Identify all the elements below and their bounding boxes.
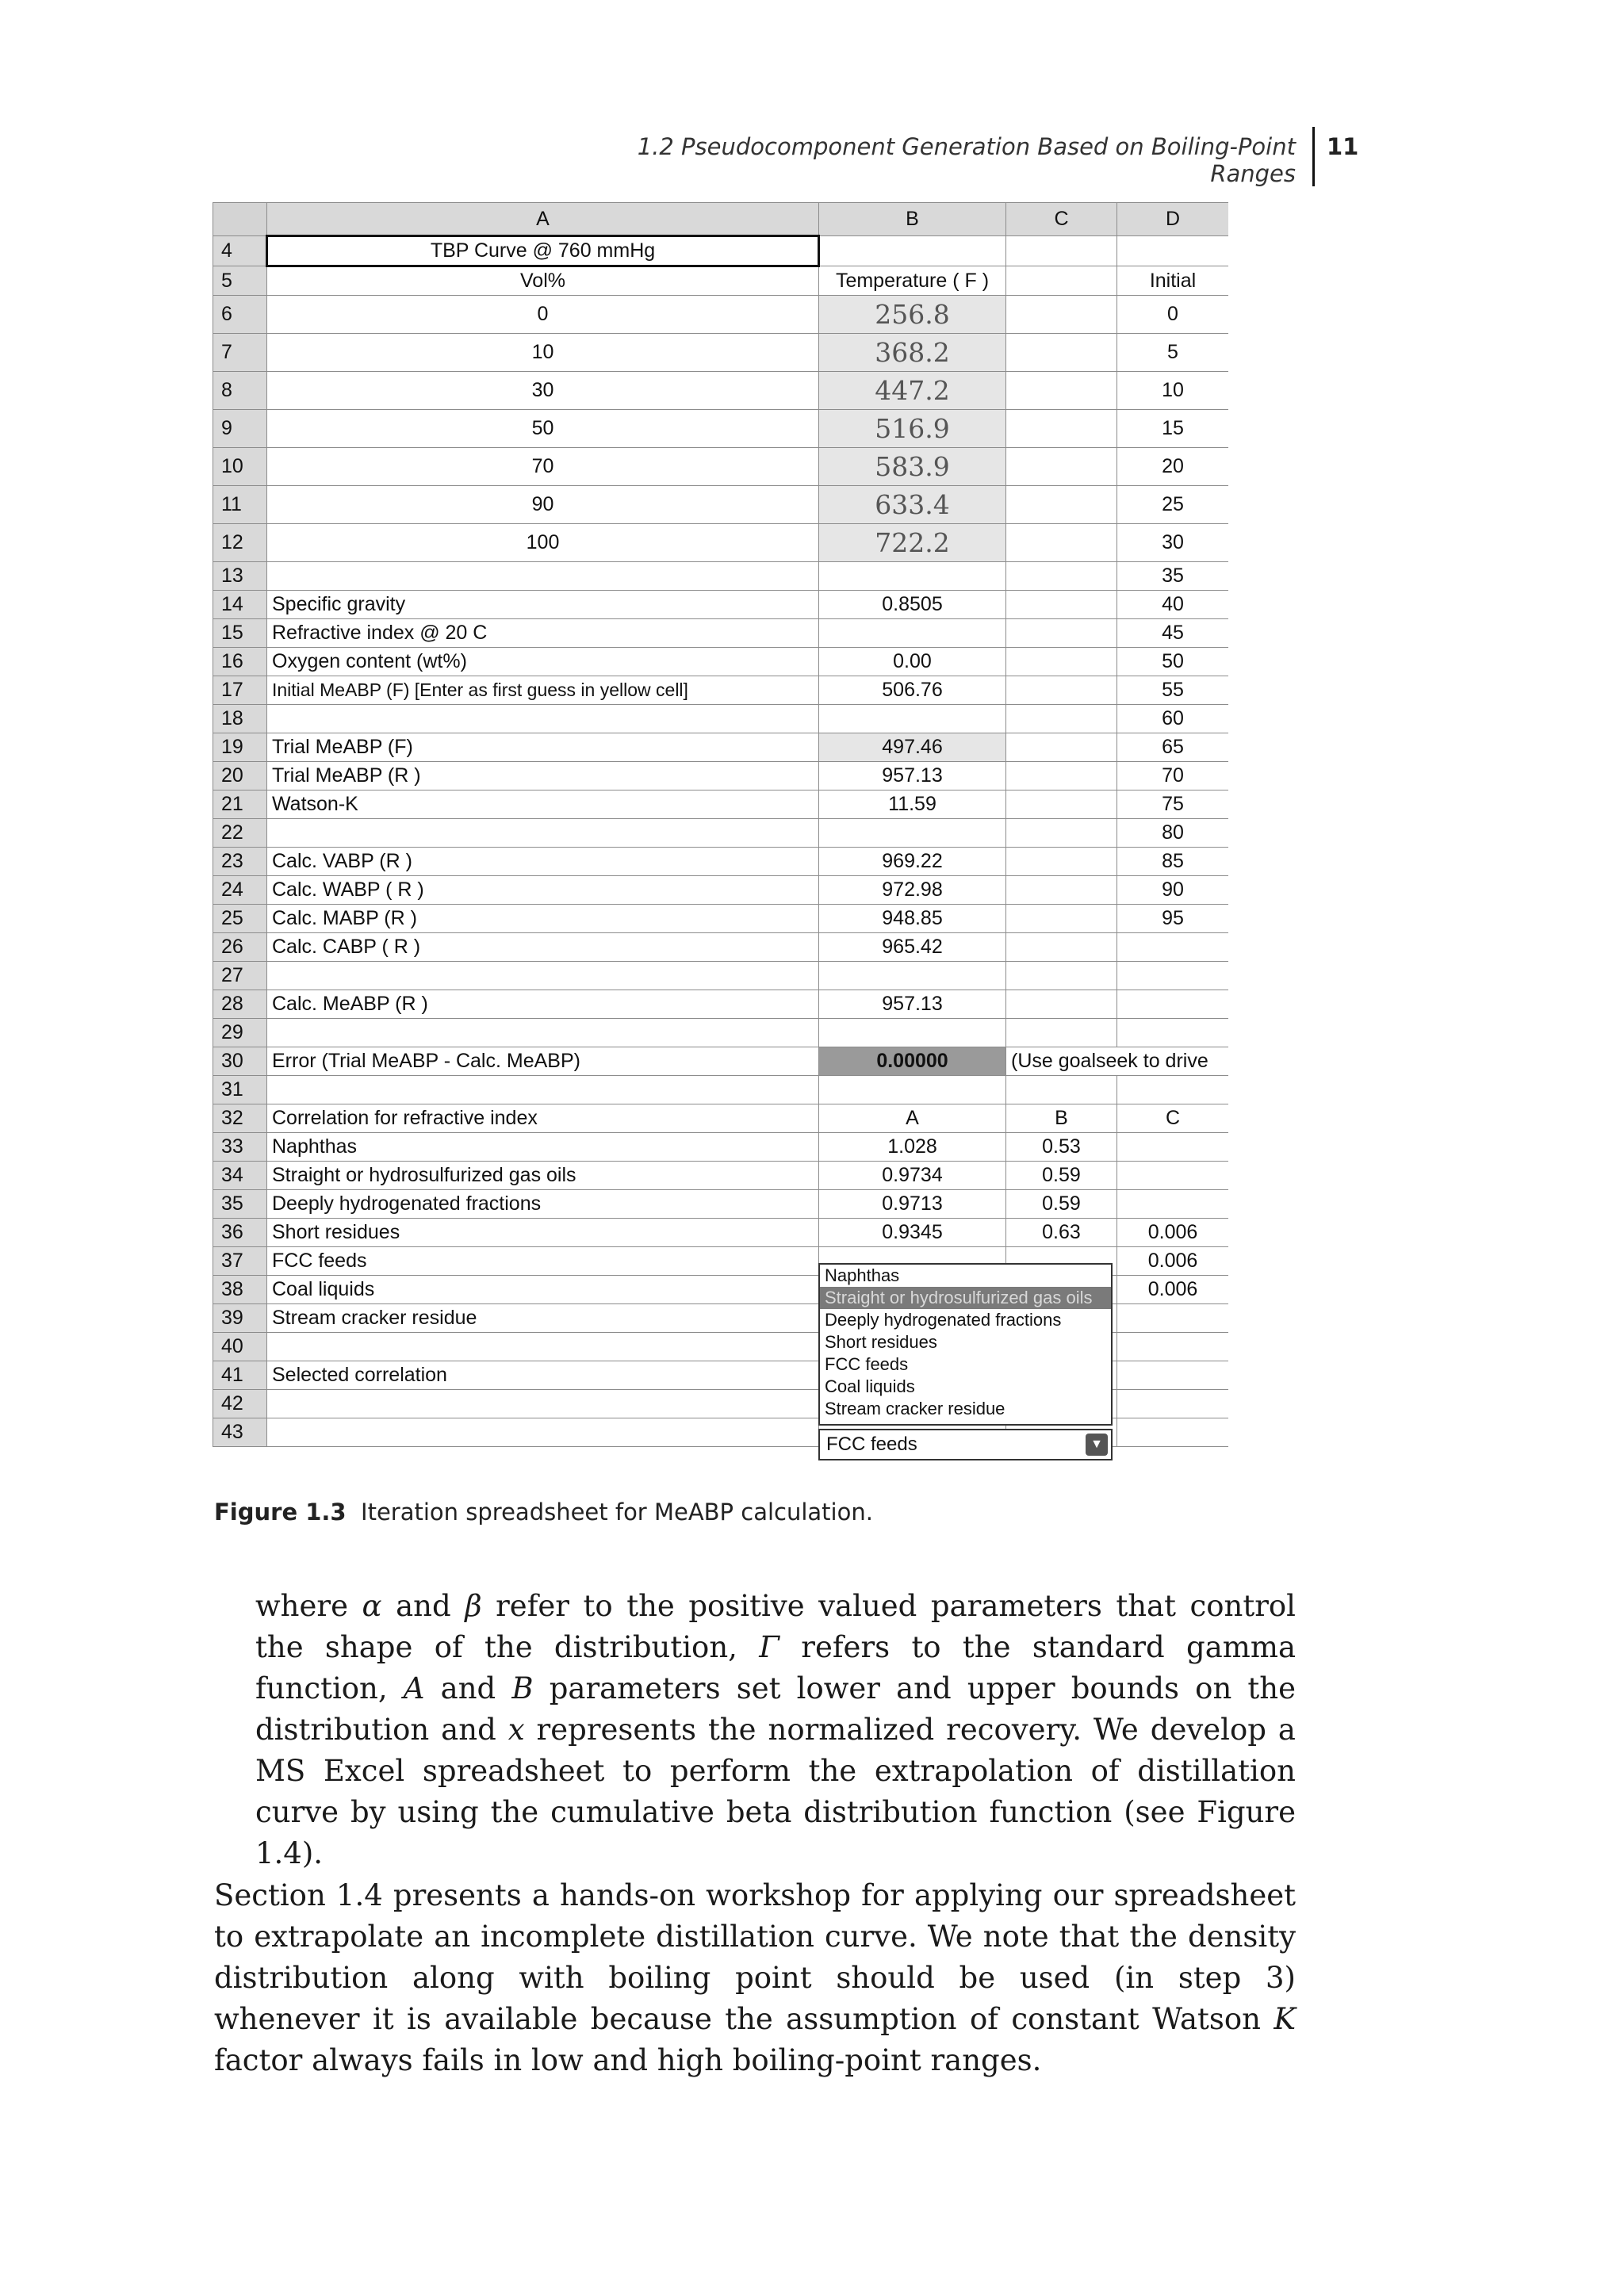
row-number[interactable]: 24	[213, 876, 267, 905]
cell[interactable]	[1006, 990, 1117, 1019]
cell[interactable]: 0.59	[1006, 1162, 1117, 1190]
math-symbol: A	[403, 1671, 425, 1705]
text-run: and	[381, 1589, 465, 1623]
cell[interactable]	[1117, 1162, 1229, 1190]
cell-temperature[interactable]: 722.2	[819, 524, 1006, 562]
cell[interactable]: 30	[1117, 524, 1229, 562]
cell-error-value[interactable]: 0.00000	[819, 1047, 1006, 1076]
math-symbol: β	[465, 1589, 482, 1623]
cell[interactable]: Short residues	[267, 1219, 819, 1247]
column-header-d[interactable]: D	[1117, 203, 1229, 236]
row-number[interactable]: 43	[213, 1418, 267, 1447]
text-run: where	[255, 1589, 362, 1623]
dropdown-option-stream-cracker[interactable]: Stream cracker residue	[825, 1399, 1005, 1418]
cell[interactable]	[1117, 236, 1229, 266]
cell[interactable]	[1006, 334, 1117, 372]
cell[interactable]	[1117, 1390, 1229, 1418]
cell[interactable]	[1006, 1019, 1117, 1047]
cell[interactable]: 0	[1117, 296, 1229, 334]
cell[interactable]: Watson-K	[267, 790, 819, 819]
text-run: refers to the standard gamma function,	[255, 1630, 1297, 1705]
row-number[interactable]: 37	[213, 1247, 267, 1276]
row-number[interactable]: 23	[213, 848, 267, 876]
figure-caption	[214, 1499, 873, 1525]
row-number[interactable]: 5	[213, 266, 267, 296]
cell[interactable]	[1006, 236, 1117, 266]
text-run: and	[424, 1671, 512, 1705]
row-number[interactable]: 19	[213, 733, 267, 762]
table-row	[213, 819, 1229, 848]
cell[interactable]: 11.59	[819, 790, 1006, 819]
cell[interactable]: 0	[267, 296, 819, 334]
table-row	[213, 334, 1229, 372]
row-number[interactable]: 14	[213, 591, 267, 619]
cell[interactable]	[1006, 372, 1117, 410]
cell[interactable]: Correlation for refractive index	[267, 1104, 819, 1133]
cell[interactable]: 50	[1117, 648, 1229, 676]
cell[interactable]	[1006, 296, 1117, 334]
cell[interactable]: 957.13	[819, 990, 1006, 1019]
row-number[interactable]: 39	[213, 1304, 267, 1333]
cell[interactable]	[819, 1019, 1006, 1047]
cell-temperature[interactable]: 447.2	[819, 372, 1006, 410]
table-row	[213, 266, 1229, 296]
cell[interactable]	[1117, 933, 1229, 962]
dropdown-option-gas-oils[interactable]: Straight or hydrosulfurized gas oils	[820, 1287, 1111, 1309]
cell[interactable]	[267, 1390, 819, 1418]
row-number[interactable]: 9	[213, 410, 267, 448]
cell[interactable]: Calc. CABP ( R )	[267, 933, 819, 962]
cell[interactable]: 969.22	[819, 848, 1006, 876]
dropdown-option-coal-liquids[interactable]: Coal liquids	[825, 1376, 915, 1396]
table-row	[213, 448, 1229, 486]
cell[interactable]: 0.9345	[819, 1219, 1006, 1247]
table-row	[213, 1190, 1229, 1219]
cell[interactable]: 1.028	[819, 1133, 1006, 1162]
row-number[interactable]: 25	[213, 905, 267, 933]
cell[interactable]	[819, 1076, 1006, 1104]
cell[interactable]: 972.98	[819, 876, 1006, 905]
cell[interactable]: Calc. VABP (R )	[267, 848, 819, 876]
cell[interactable]: 50	[267, 410, 819, 448]
cell[interactable]: 10	[1117, 372, 1229, 410]
cell[interactable]: FCC feeds	[267, 1247, 819, 1276]
table-row	[213, 676, 1229, 705]
table-row	[213, 1104, 1229, 1133]
row-number[interactable]: 35	[213, 1190, 267, 1219]
row-number[interactable]: 41	[213, 1361, 267, 1390]
cell[interactable]	[819, 619, 1006, 648]
cell[interactable]: 30	[267, 372, 819, 410]
cell[interactable]	[1006, 962, 1117, 990]
table-row	[213, 733, 1229, 762]
cell[interactable]: Oxygen content (wt%)	[267, 648, 819, 676]
correlation-dropdown-list	[818, 1263, 1113, 1426]
row-number[interactable]: 29	[213, 1019, 267, 1047]
cell[interactable]: Temperature ( F )	[819, 266, 1006, 296]
row-number[interactable]: 11	[213, 486, 267, 524]
cell[interactable]: 45	[1117, 619, 1229, 648]
math-symbol: K	[1274, 2002, 1296, 2036]
row-number[interactable]: 36	[213, 1219, 267, 1247]
row-number[interactable]: 20	[213, 762, 267, 790]
cell-temperature[interactable]: 633.4	[819, 486, 1006, 524]
text-run: represents the normalized recovery. We develop a MS Excel spreadsheet to perform the extrapolation of distillation curve by using the cumulative beta distribution function (see Figure 1.4).	[255, 1713, 1296, 1870]
cell[interactable]	[1006, 876, 1117, 905]
table-row	[213, 236, 1229, 266]
cell[interactable]	[1006, 1076, 1117, 1104]
running-title: 1.2 Pseudocomponent Generation Based on Boiling-Point Ranges	[637, 133, 1296, 187]
cell[interactable]: Vol%	[267, 266, 819, 296]
table-row	[213, 562, 1229, 591]
cell[interactable]	[267, 962, 819, 990]
math-symbol: x	[508, 1713, 525, 1747]
row-number[interactable]: 17	[213, 676, 267, 705]
cell[interactable]	[1006, 905, 1117, 933]
cell[interactable]	[819, 962, 1006, 990]
dropdown-option-short-residues[interactable]: Short residues	[825, 1332, 937, 1352]
cell[interactable]	[1006, 619, 1117, 648]
row-number[interactable]: 38	[213, 1276, 267, 1304]
cell[interactable]	[1006, 448, 1117, 486]
cell[interactable]	[819, 819, 1006, 848]
body-paragraph-1	[255, 1586, 1296, 1874]
row-number[interactable]: 42	[213, 1390, 267, 1418]
cell[interactable]: Error (Trial MeABP - Calc. MeABP)	[267, 1047, 819, 1076]
cell[interactable]: Calc. MeABP (R )	[267, 990, 819, 1019]
cell[interactable]	[1006, 819, 1117, 848]
table-row	[213, 905, 1229, 933]
table-row	[213, 1162, 1229, 1190]
cell-temperature[interactable]: 256.8	[819, 296, 1006, 334]
table-row	[213, 648, 1229, 676]
column-header-a[interactable]: A	[267, 203, 819, 236]
cell[interactable]	[1006, 524, 1117, 562]
cell[interactable]: 65	[1117, 733, 1229, 762]
column-header-c[interactable]: C	[1006, 203, 1117, 236]
cell[interactable]: Coal liquids	[267, 1276, 819, 1304]
cell[interactable]: Refractive index @ 20 C	[267, 619, 819, 648]
figure-caption-text: Iteration spreadsheet for MeABP calculation.	[361, 1499, 873, 1525]
header-rule	[1312, 127, 1315, 186]
row-number[interactable]: 34	[213, 1162, 267, 1190]
cell[interactable]: Calc. WABP ( R )	[267, 876, 819, 905]
math-symbol: B	[511, 1671, 534, 1705]
spreadsheet-grid	[213, 202, 1228, 1447]
dropdown-option-naphthas[interactable]: Naphthas	[825, 1265, 900, 1285]
table-row	[213, 524, 1229, 562]
table-row	[213, 410, 1229, 448]
cell[interactable]: A	[819, 1104, 1006, 1133]
cell-tbp-title[interactable]: TBP Curve @ 760 mmHg	[267, 236, 819, 266]
table-row	[213, 1019, 1229, 1047]
cell[interactable]: 70	[1117, 762, 1229, 790]
row-number[interactable]: 31	[213, 1076, 267, 1104]
row-number[interactable]: 6	[213, 296, 267, 334]
selected-correlation-value: FCC feeds	[826, 1434, 917, 1455]
cell[interactable]	[1117, 1190, 1229, 1219]
cell[interactable]	[1006, 733, 1117, 762]
cell[interactable]: Straight or hydrosulfurized gas oils	[267, 1162, 819, 1190]
cell[interactable]: 35	[1117, 562, 1229, 591]
row-number[interactable]: 22	[213, 819, 267, 848]
cell[interactable]	[267, 1333, 819, 1361]
text-run: refer to the positive valued parameters that control the shape of the distribution,	[255, 1589, 1296, 1664]
cell[interactable]	[1006, 705, 1117, 733]
cell[interactable]: 55	[1117, 676, 1229, 705]
cell[interactable]: 0.006	[1117, 1247, 1229, 1276]
cell[interactable]	[267, 1076, 819, 1104]
cell[interactable]	[819, 562, 1006, 591]
cell[interactable]	[1117, 1333, 1229, 1361]
cell[interactable]	[1117, 1133, 1229, 1162]
cell[interactable]	[1006, 486, 1117, 524]
row-number[interactable]: 15	[213, 619, 267, 648]
cell-temperature[interactable]: 516.9	[819, 410, 1006, 448]
table-row	[213, 372, 1229, 410]
cell-temperature[interactable]: 583.9	[819, 448, 1006, 486]
cell[interactable]: 90	[1117, 876, 1229, 905]
cell[interactable]	[1006, 648, 1117, 676]
cell[interactable]: 10	[267, 334, 819, 372]
cell[interactable]: 0.63	[1006, 1219, 1117, 1247]
cell[interactable]: 100	[267, 524, 819, 562]
cell[interactable]	[267, 1418, 819, 1447]
cell[interactable]: 965.42	[819, 933, 1006, 962]
cell[interactable]	[1117, 1418, 1229, 1447]
table-row	[213, 1133, 1229, 1162]
cell[interactable]: Initial MeABP (F) [Enter as first guess in yellow cell]	[267, 676, 819, 705]
row-number[interactable]: 4	[213, 236, 267, 266]
cell-temperature[interactable]: 368.2	[819, 334, 1006, 372]
cell[interactable]: 506.76	[819, 676, 1006, 705]
table-row	[213, 1047, 1229, 1076]
cell[interactable]: 0.006	[1117, 1219, 1229, 1247]
cell[interactable]: 0.006	[1117, 1276, 1229, 1304]
cell[interactable]: B	[1006, 1104, 1117, 1133]
cell[interactable]: 85	[1117, 848, 1229, 876]
figure-label: Figure 1.3	[214, 1499, 347, 1525]
table-row	[213, 876, 1229, 905]
math-symbol: α	[362, 1589, 382, 1623]
table-row	[213, 790, 1229, 819]
cell[interactable]: 5	[1117, 334, 1229, 372]
cell[interactable]	[1006, 676, 1117, 705]
table-row	[213, 933, 1229, 962]
chevron-down-icon[interactable]: ▼	[1086, 1434, 1108, 1456]
cell[interactable]: 90	[267, 486, 819, 524]
cell[interactable]	[1117, 1076, 1229, 1104]
cell[interactable]: C	[1117, 1104, 1229, 1133]
table-row	[213, 296, 1229, 334]
cell[interactable]: Naphthas	[267, 1133, 819, 1162]
body-paragraph-2	[214, 1875, 1296, 2081]
cell[interactable]	[1117, 962, 1229, 990]
cell[interactable]: Calc. MABP (R )	[267, 905, 819, 933]
cell[interactable]: Trial MeABP (F)	[267, 733, 819, 762]
cell[interactable]	[267, 562, 819, 591]
cell[interactable]	[1006, 410, 1117, 448]
row-number[interactable]: 13	[213, 562, 267, 591]
cell[interactable]	[1117, 990, 1229, 1019]
table-row	[213, 1219, 1229, 1247]
row-number[interactable]: 8	[213, 372, 267, 410]
cell[interactable]: 0.9713	[819, 1190, 1006, 1219]
column-header-b[interactable]: B	[819, 203, 1006, 236]
cell[interactable]	[819, 236, 1006, 266]
cell[interactable]	[1006, 848, 1117, 876]
cell[interactable]	[819, 705, 1006, 733]
text-run: parameters set lower and upper bounds on the distribution and	[255, 1671, 1296, 1747]
cell[interactable]: Selected correlation	[267, 1361, 819, 1390]
cell[interactable]: 40	[1117, 591, 1229, 619]
row-number[interactable]: 30	[213, 1047, 267, 1076]
page-number: 11	[1327, 133, 1359, 160]
math-symbol: Γ	[759, 1630, 779, 1664]
cell[interactable]	[1117, 1361, 1229, 1390]
cell[interactable]: 0.8505	[819, 591, 1006, 619]
cell[interactable]: Specific gravity	[267, 591, 819, 619]
cell[interactable]: Initial	[1117, 266, 1229, 296]
select-all-corner[interactable]	[213, 203, 267, 236]
cell[interactable]: 0.59	[1006, 1190, 1117, 1219]
cell[interactable]: 75	[1117, 790, 1229, 819]
table-row	[213, 486, 1229, 524]
row-number[interactable]: 10	[213, 448, 267, 486]
cell[interactable]	[1006, 591, 1117, 619]
cell[interactable]: 95	[1117, 905, 1229, 933]
dropdown-option-deeply-hydrogenated[interactable]: Deeply hydrogenated fractions	[825, 1310, 1062, 1330]
cell[interactable]: Deeply hydrogenated fractions	[267, 1190, 819, 1219]
cell[interactable]: Stream cracker residue	[267, 1304, 819, 1333]
cell[interactable]: 20	[1117, 448, 1229, 486]
row-number[interactable]: 21	[213, 790, 267, 819]
table-row	[213, 848, 1229, 876]
text-run: factor always fails in low and high boiling-point ranges.	[214, 2043, 1042, 2077]
table-row	[213, 591, 1229, 619]
table-row	[213, 705, 1229, 733]
cell[interactable]: 60	[1117, 705, 1229, 733]
cell[interactable]	[1006, 790, 1117, 819]
text-run: Section 1.4 presents a hands-on workshop for applying our spreadsheet to extrapolate an incomplete distillation curve. We note that the density distribution along with boiling point should be used (in step 3) whenever it is available because the assumption of constant Watson	[214, 1878, 1296, 2036]
cell[interactable]: 15	[1117, 410, 1229, 448]
cell[interactable]	[267, 705, 819, 733]
cell[interactable]: 0.53	[1006, 1133, 1117, 1162]
row-number[interactable]: 12	[213, 524, 267, 562]
row-number[interactable]: 18	[213, 705, 267, 733]
cell[interactable]	[267, 819, 819, 848]
cell[interactable]: 25	[1117, 486, 1229, 524]
table-row	[213, 1076, 1229, 1104]
cell[interactable]: 80	[1117, 819, 1229, 848]
row-number[interactable]: 27	[213, 962, 267, 990]
table-row	[213, 619, 1229, 648]
row-number[interactable]: 28	[213, 990, 267, 1019]
dropdown-option-fcc-feeds[interactable]: FCC feeds	[825, 1354, 909, 1374]
cell[interactable]: 0.9734	[819, 1162, 1006, 1190]
cell-goalseek-note[interactable]: (Use goalseek to drive	[1006, 1047, 1229, 1076]
row-number[interactable]: 26	[213, 933, 267, 962]
cell[interactable]	[1006, 562, 1117, 591]
row-number[interactable]: 7	[213, 334, 267, 372]
cell[interactable]	[267, 1019, 819, 1047]
table-row	[213, 962, 1229, 990]
cell[interactable]: Trial MeABP (R )	[267, 762, 819, 790]
row-number[interactable]: 33	[213, 1133, 267, 1162]
cell[interactable]	[1117, 1019, 1229, 1047]
cell[interactable]: 948.85	[819, 905, 1006, 933]
cell[interactable]	[1006, 762, 1117, 790]
row-number[interactable]: 40	[213, 1333, 267, 1361]
table-row	[213, 762, 1229, 790]
cell[interactable]: 957.13	[819, 762, 1006, 790]
cell[interactable]	[1006, 266, 1117, 296]
cell[interactable]	[1006, 933, 1117, 962]
cell[interactable]: 0.00	[819, 648, 1006, 676]
row-number[interactable]: 32	[213, 1104, 267, 1133]
row-number[interactable]: 16	[213, 648, 267, 676]
cell[interactable]: 70	[267, 448, 819, 486]
table-row	[213, 990, 1229, 1019]
cell[interactable]: 497.46	[819, 733, 1006, 762]
cell[interactable]	[1117, 1304, 1229, 1333]
column-header-row	[213, 203, 1229, 236]
selected-correlation-select[interactable]	[818, 1429, 1113, 1460]
